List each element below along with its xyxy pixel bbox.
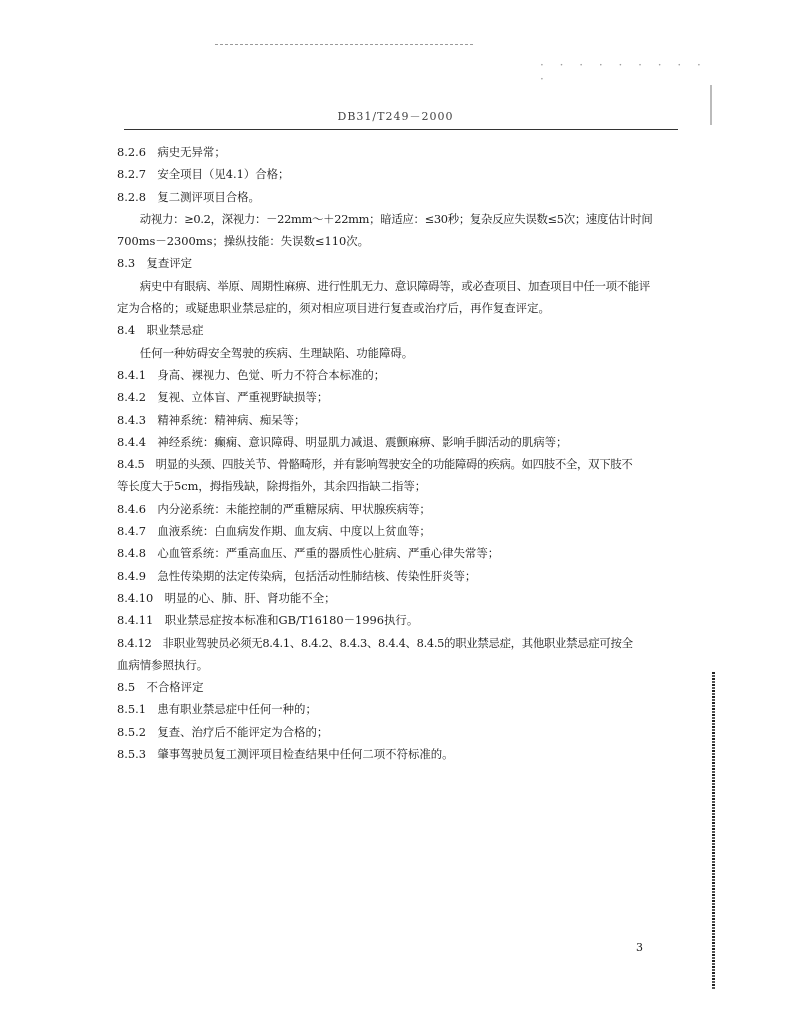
section-8-3-text-line-2: 定为合格的；或疑患职业禁忌症的，须对相应项目进行复查或治疗后，再作复查评定。 <box>117 301 550 316</box>
clause-8-4-9: 8.4.9 急性传染期的法定传染病，包括活动性肺结核、传染性肝炎等； <box>117 568 477 583</box>
section-8-3-text-line-1: 病史中有眼病、举原、周期性麻痹、进行性肌无力、意识障碍等，或必查项目、加查项目中任一项不能评 <box>139 278 650 293</box>
clause-8-4-12-line-1: 8.4.12 非职业驾驶员必须无8.4.1、8.4.2、8.4.3、8.4.4、8.4.5的职业禁忌症，其他职业禁忌症可按全 <box>117 635 633 650</box>
clause-8-4-1: 8.4.1 身高、裸视力、色觉、听力不符合本标准的； <box>117 367 386 382</box>
clause-8-4-8: 8.4.8 心血管系统：严重高血压、严重的器质性心脏病、严重心律失常等； <box>117 546 500 561</box>
clause-8-2-6: 8.2.6 病史无异常； <box>117 145 226 159</box>
standard-code-header: DB31/T249－2000 <box>337 110 454 123</box>
scan-artifact-line <box>215 44 473 45</box>
clause-8-5-1: 8.5.1 患有职业禁忌症中任何一种的； <box>117 702 317 717</box>
scan-artifact-binding-edge <box>712 672 715 990</box>
page-number: 3 <box>636 941 643 954</box>
clause-8-2-8-detail-line-2: 700ms－2300ms；操纵技能：失误数≤110次。 <box>117 234 369 249</box>
clause-8-4-5-line-2: 等长度大于5cm，拇指残缺，除拇指外，其余四指缺二指等； <box>117 479 427 494</box>
clause-8-4-11: 8.4.11 职业禁忌症按本标准和GB/T16180－1996执行。 <box>117 613 419 628</box>
clause-8-4-6: 8.4.6 内分泌系统：未能控制的严重糖尿病、甲状腺疾病等； <box>117 501 431 516</box>
clause-8-4-4: 8.4.4 神经系统：癫痫、意识障碍、明显肌力减退、震颤麻痹、影响手脚活动的肌病等； <box>117 434 568 449</box>
clause-8-4-5-line-1: 8.4.5 明显的头颈、四肢关节、骨骼畸形，并有影响驾驶安全的功能障碍的疾病。如四肢不全，双下肢不 <box>117 457 633 472</box>
clause-8-2-8-detail-line-1: 动视力：≥0.2，深视力：－22mm～＋22mm；暗适应：≤30秒；复杂反应失误数≤5次；速度估计时间 <box>139 211 653 226</box>
clause-8-2-7: 8.2.7 安全项目（见4.1）合格； <box>117 167 290 182</box>
section-8-4-text: 任何一种妨碍安全驾驶的疾病、生理缺陷、功能障碍。 <box>139 345 414 360</box>
body-text <box>117 141 675 765</box>
section-8-5-heading: 8.5 不合格评定 <box>117 680 204 695</box>
scan-artifact-smudge: · · · · · · · · · · <box>540 58 707 86</box>
section-8-3-heading: 8.3 复查评定 <box>117 256 193 271</box>
clause-8-2-8: 8.2.8 复二测评项目合格。 <box>117 189 260 204</box>
header-rule <box>124 129 678 130</box>
clause-8-4-12-line-2: 血病情参照执行。 <box>117 657 209 672</box>
clause-8-4-10: 8.4.10 明显的心、肺、肝、肾功能不全； <box>117 590 336 605</box>
clause-8-5-2: 8.5.2 复查、治疗后不能评定为合格的； <box>117 724 329 739</box>
clause-8-4-2: 8.4.2 复视、立体盲、严重视野缺损等； <box>117 390 329 405</box>
clause-8-4-3: 8.4.3 精神系统：精神病、痴呆等； <box>117 412 306 427</box>
section-8-4-heading: 8.4 职业禁忌症 <box>117 323 204 338</box>
clause-8-4-7: 8.4.7 血液系统：白血病发作期、血友病、中度以上贫血等； <box>117 524 431 539</box>
clause-8-5-3: 8.5.3 肇事驾驶员复工测评项目检查结果中任何二项不符标准的。 <box>117 747 454 762</box>
